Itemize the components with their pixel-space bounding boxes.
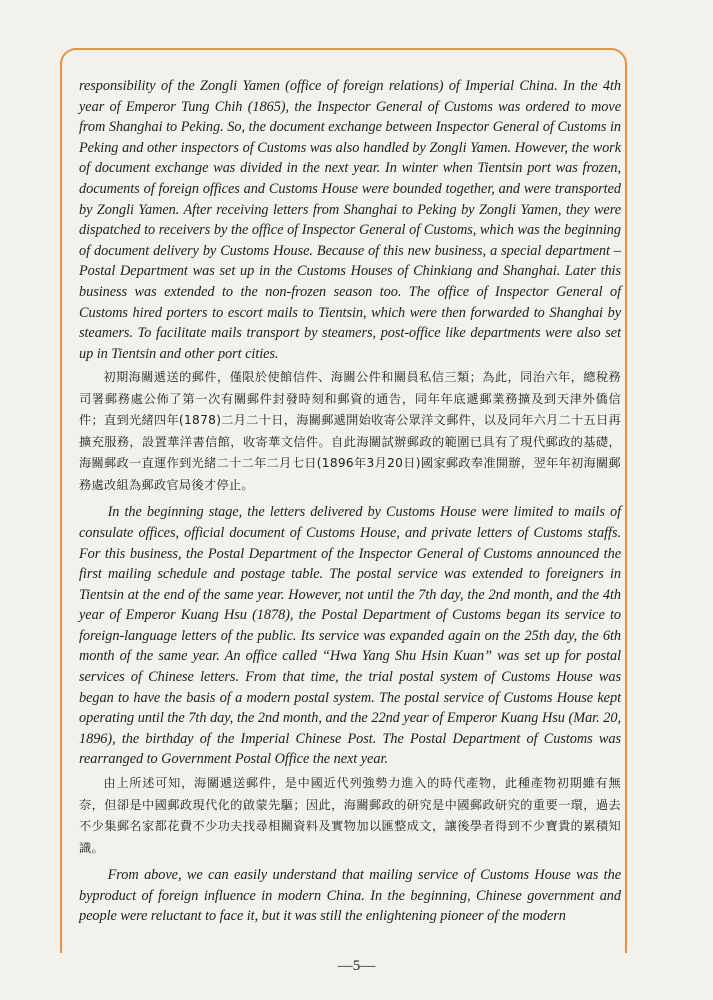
page-content <box>79 76 621 927</box>
paragraph-en-2: In the beginning stage, the letters delivered by Customs House were limited to mails of consulate offices, official document of Customs House, and private letters of Customs staffs. For this business, the Postal Department of the Inspector General of Customs announced the first mailing schedule and postage table. The postal service was extended to foreigners in Tientsin at the end of the same year. However, not until the 7th day, the 2nd month, and the 4th year of Emperor Kuang Hsu (1878), the Postal Department of Customs began its service to foreign-language letters of the public. Its service was expanded again on the 25th day, the 6th month of the same year. An office called “Hwa Yang Shu Hsin Kuan” was set up for postal services of Chinese letters. From that time, the trial postal system of Customs House was began to have the basis of a modern postal system. The postal service of Customs House kept operating until the 7th day, the 2nd month, and the 22nd year of Emperor Kuang Hsu (Mar. 20, 1896), the birthday of the Imperial Chinese Post. The Postal Department of Customs was rearranged to Government Postal Office the next year. <box>79 504 621 768</box>
paragraph-en-3: From above, we can easily understand that mailing service of Customs House was the byproduct of foreign influence in modern China. In the beginning, Chinese government and people were reluctant to face it, but it was still the enlightening pioneer of the modern <box>79 867 621 925</box>
paragraph-en-1: responsibility of the Zongli Yamen (office of foreign relations) of Imperial China. In the 4th year of Emperor Tung Chih (1865), the Inspector General of Customs was ordered to move from Shanghai to Peking. So, the document exchange between Inspector General of Customs in Peking and other inspectors of Customs was also handled by Zongli Yamen. However, the work of document exchange was divided in the next year. In winter when Tientsin port was frozen, documents of foreign offices and Customs House were bounded together, and were transported by Zongli Yamen. After receiving letters from Shanghai to Peking by Zongli Yamen, they were dispatched to receivers by the office of Inspector General of Customs, which was the beginning of document delivery by Customs House. Because of this new business, a special department – Postal Department was set up in the Customs Houses of Chinkiang and Shanghai. Later this business was extended to the non-frozen season too. The office of Inspector General of Customs hired porters to escort mails to Tientsin, which were then forwarded to Shanghai by steamers. To facilitate mails transport by steamers, post-office like departments were also set up in Tientsin and other port cities. <box>79 78 621 362</box>
paragraph-zh-2: 由上所述可知，海關遞送郵件，是中國近代列強勢力進入的時代產物，此種產物初期雖有無奈，但卻是中國郵政現代化的啟蒙先驅；因此，海關郵政的研究是中國郵政研究的重要一環，過去不少集郵名家都花費不少功夫找尋相關資料及實物加以匯整成文，讓後學者得到不少寶貴的累積知識。 <box>79 776 621 855</box>
page-number: —5— <box>337 958 376 974</box>
paragraph-zh-1: 初期海關遞送的郵件，僅限於使館信件、海關公件和關員私信三類；為此，同治六年，總稅務司署郵務處公佈了第一次有關郵件封發時刻和郵資的通告，同年年底遞郵業務擴及到天津外僑信件；直到光緒四年(1878)二月二十日，海關郵遞開始收寄公眾洋文郵件，以及同年六月二十五日再擴充服務，設置華洋書信館，收寄華文信件。自此海關試辦郵政的範圍已具有了現代郵政的基礎，海關郵政一直運作到光緒二十二年二月七日(1896年3月20日)國家郵政奉准開辦，翌年年初海關郵務處改組為郵政官局後才停止。 <box>79 370 621 492</box>
